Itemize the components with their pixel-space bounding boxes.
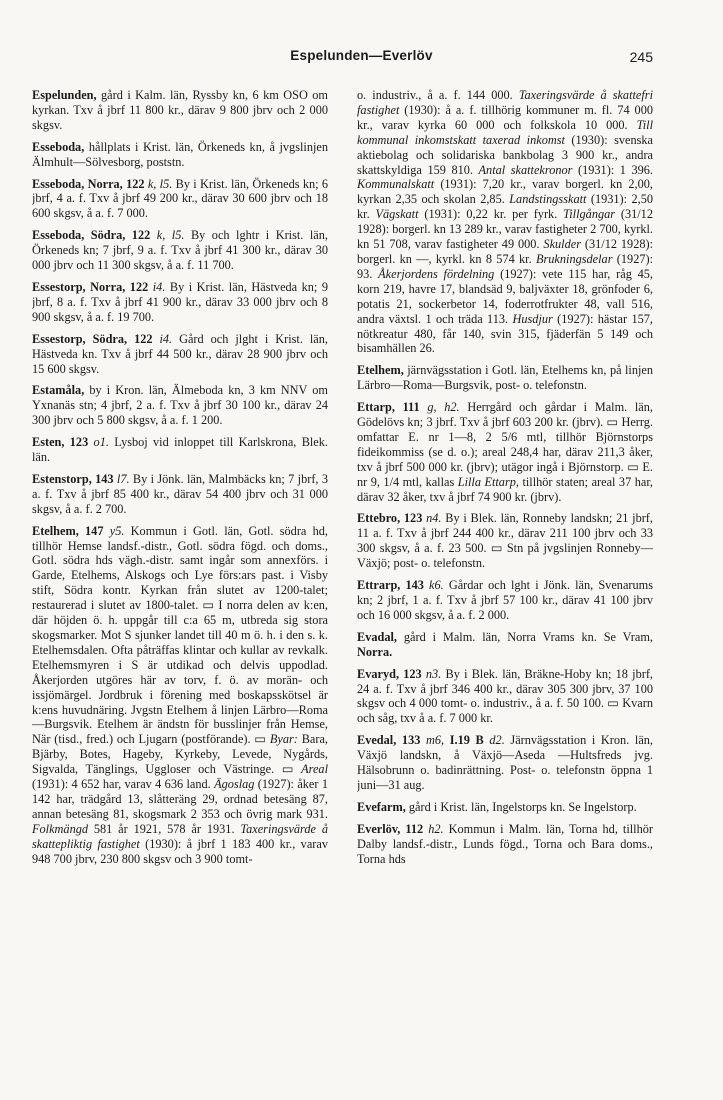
entry-italic-text: i4. bbox=[152, 279, 166, 294]
entry-text: Gårdar och lght i Jönk. län, Svenarums kn; 2 jbrf, 1 a. f. Txv å jbrf 57 100 kr., därav 41 100 jbrv och 16 000 skgsv, å a. f. 2 000. bbox=[357, 578, 653, 622]
entry-italic-text: Vägskatt bbox=[375, 207, 419, 222]
entry bbox=[32, 524, 328, 867]
entry bbox=[32, 383, 328, 428]
entry bbox=[357, 800, 653, 815]
left-column bbox=[32, 88, 328, 1078]
page-number: 245 bbox=[629, 49, 653, 65]
entry bbox=[357, 363, 653, 393]
entry-italic-text: Till kommunal inkomstskatt taxerad inkomst bbox=[357, 117, 653, 147]
entry-italic-text: k6. bbox=[429, 578, 444, 593]
entry-italic-text: d2. bbox=[489, 733, 505, 748]
entry-text: (1930): å a. f. tillhörig kommuner m. fl. 74 000 kr., varav kyrka 60 000 och folkskola 10 000. bbox=[357, 102, 653, 132]
entry-text: hållplats i Krist. län, Örkeneds kn, å jvgslinjen Älmhult—Sölvesborg, poststn. bbox=[32, 139, 328, 169]
entry-italic-text: Folkmängd bbox=[32, 821, 89, 836]
entry-text: By i Blek. län, Ronneby landskn; 21 jbrf, 11 a. f. Txv å jbrf 244 400 kr., därav 211 100 jbrv och 33 300 skgsv, å a. f. 23 500. ▭ Stn på jvgslinjen Ronneby—Växjö; post- o. telefonstn. bbox=[357, 511, 653, 571]
entry-text: järnvägsstation i Gotl. län, Etelhems kn, på linjen Lärbro—Roma—Burgsvik, post- o. telefonstn. bbox=[357, 363, 653, 393]
entry bbox=[357, 88, 653, 356]
entry bbox=[357, 578, 653, 623]
entry-headword: Evefarm, bbox=[357, 799, 406, 814]
entry-italic-text: m6, bbox=[426, 733, 445, 748]
entry-italic-text: i4. bbox=[159, 331, 173, 346]
entry-text: (1927): vete 115 har, råg 45, korn 219, havre 17, blandsäd 9, baljväxter 18, grönfoder 6, potatis 21, sockerbetor 14, foderrotfrukter 48, vall 516, andra växtsl. 1 och träda 113. bbox=[357, 266, 653, 326]
entry-text: By i Krist. län, Örkeneds kn; 6 jbrf, 4 a. f. Txv å jbrf 49 200 kr., därav 30 600 jbrv och 18 600 skgsv, å a. f. 7 000. bbox=[32, 176, 328, 221]
entry-text: gård i Krist. län, Ingelstorps kn. Se Ingelstorp. bbox=[405, 799, 637, 814]
entry bbox=[357, 667, 653, 727]
entry-text: (1931): 4 652 har, varav 4 636 land. bbox=[32, 777, 215, 792]
entry-italic-text: l7. bbox=[116, 471, 130, 486]
entry-italic-text: k, l5. bbox=[147, 176, 173, 191]
entry-text: (1927): hästar 157, nötkreatur 480, får 140, svin 315, fjäderfän 5 149 och bisamhällen 26. bbox=[357, 311, 653, 356]
entry-text: gård i Kalm. län, Ryssby kn, 6 km OSO om kyrkan. Txv å jbrf 11 800 kr., därav 9 800 jbrv och 2 000 skgsv. bbox=[32, 88, 328, 132]
entry-text: Herrgård och gårdar i Malm. län, Gödelövs kn; 3 jbrf. Txv å jbrf 603 200 kr. (jbrv). ▭ Herrg. omfattar E. nr 1—8, 2 5/6 mtl, tillhör Björnstorps fideikommiss (se d. o.); areal 248,4 har, därav 211,3 åker, txv å jbrf 500 000 kr. (jbrv); utägor ingå i Björnstorp. ▭ E. nr 9, 1/4 mtl, kallas bbox=[357, 400, 653, 489]
entry bbox=[357, 822, 653, 867]
entry-italic-text: k, l5. bbox=[156, 228, 185, 243]
entry-text: (1931): 0,22 kr. per fyrk. bbox=[418, 207, 564, 222]
entry-headword: Etelhem, 147 bbox=[32, 523, 110, 538]
entry bbox=[357, 630, 653, 660]
entry-headword: Ettrarp, 143 bbox=[357, 578, 430, 593]
entry bbox=[32, 228, 328, 273]
entry-text: By i Blek. län, Bräkne-Hoby kn; 18 jbrf, 24 a. f. Txv å jbrf 346 400 kr., därav 305 300 jbrv, 37 100 skgsv och 4 000 tomt- o. industriv., å a. f. 50 100. ▭ Kvarn och såg, txv å a. f. 7 000 kr. bbox=[357, 666, 653, 726]
entry-italic-text: h2. bbox=[428, 821, 444, 836]
entry-italic-text: Antal skattekronor bbox=[478, 162, 573, 177]
entry-italic-text: Husdjur bbox=[512, 311, 553, 326]
entry bbox=[357, 511, 653, 571]
entry-italic-text: Kommunalskatt bbox=[357, 177, 435, 192]
entry-headword: Essestorp, Södra, 122 bbox=[32, 331, 160, 346]
entry bbox=[32, 435, 328, 465]
entry-italic-text: Tillgångar bbox=[563, 207, 616, 222]
entry-headword: Evedal, 133 bbox=[357, 733, 427, 748]
entry-text: Järnvägsstation i Kron. län, Växjö landskn, å Växjö—Aseda —Hultsfreds jvg. Hälsobrunn o. badinrättning. Post- o. telefonstn öppna 1 juni—31 aug. bbox=[357, 733, 653, 792]
entry-text: Kommun i Gotl. län, Gotl. södra hd, tillhör Hemse landsf.-distr., Gotl. södra fögd. och doms., Gotl. södra hds vägh.-distr. samt ingår som annexförs. i Garde, Etelhems, Alskogs och Lye förs:ars past. i Visby stift, Södra kontr. Kyrkan från slutet av 1200-talet; restaurerad i slutet av 1800-talet. ▭ I norra delen av k:en, där höjden ö. h. uppgår till c:a 65 m, utbreda sig stora skogsmarker. Mot S sjunker landet till 40 m ö. h. i den s. k. Etelhemsdalen. Ofta påträffas klintar och kullar av revkalk. Etelhemsmyren i S är utdikad och delvis uppodlad. Åkerjorden utgöres här av torv, f. ö. av morän- och issjömärgel. Jordbruk i förening med boskapsskötsel är k:ens huvudnäring. Jvgstn Etelhem å linjen Lärbro—Roma—Burgsvik. Etelhem är ändstn för busslinjer från Hemse, När (tisd., fred.) och Ljugarn (postförande). ▭ bbox=[32, 523, 328, 747]
entry-text: by i Kron. län, Älmeboda kn, 3 km NNV om Yxnanäs stn; 4 jbrf, 2 a. f. Txv å jbrf 30 100 kr., därav 24 300 jbrv och 5 800 skgsv, å a. f. 1 200. bbox=[32, 383, 328, 428]
entry bbox=[32, 332, 328, 377]
entry-italic-text: n4. bbox=[426, 511, 442, 526]
entry-headword: Ettarp, 111 bbox=[357, 400, 428, 415]
entry-headword: Etelhem, bbox=[357, 363, 404, 378]
entry-text: (1930): svenska aktiebolag och solidariska bankbolag 3 900 kr., andra skattskyldiga 159 810. bbox=[357, 132, 653, 177]
entry-italic-text: Byar: bbox=[269, 732, 298, 747]
entry bbox=[32, 472, 328, 517]
entry-italic-text: Brukningsdelar bbox=[535, 251, 613, 266]
entry-text: By och lghtr i Krist. län, Örkeneds kn; 7 jbrf, 9 a. f. Txv å jbrf 41 300 kr., därav 30 000 jbrv och 11 300 skgsv, å a. f. 11 700. bbox=[32, 228, 328, 273]
entry bbox=[32, 177, 328, 222]
entry-italic-text: Taxeringsvärde å skattefri fastighet bbox=[357, 88, 653, 117]
entry-text: (1931): 1 396. bbox=[572, 162, 653, 177]
entry-headword: Estenstorp, 143 bbox=[32, 471, 117, 486]
entry-italic-text: Åkerjordens fördelning bbox=[378, 266, 495, 281]
entry-italic-text: g, h2. bbox=[427, 400, 460, 415]
entry-text: o. industriv., å a. f. 144 000. bbox=[357, 88, 519, 102]
entry-text: By i Jönk. län, Malmbäcks kn; 7 jbrf, 3 a. f. Txv å jbrf 85 400 kr., därav 54 400 jbrv och 31 000 skgsv, å a. f. 2 700. bbox=[32, 471, 328, 516]
entry-headword: Esseboda, Norra, 122 bbox=[32, 176, 148, 191]
entry bbox=[32, 280, 328, 325]
entry-text: (1931): 2,50 kr. bbox=[357, 192, 653, 222]
entry-italic-text: Ägoslag bbox=[214, 777, 255, 792]
entry-text: gård i Malm. län, Norra Vrams kn. Se Vram, bbox=[396, 629, 653, 644]
entry-text: Lysboj vid inloppet till Karlskrona, Blek. län. bbox=[32, 435, 328, 465]
entry-italic-text: Areal bbox=[301, 762, 328, 777]
entry-italic-text: Lilla Ettarp, bbox=[457, 474, 519, 489]
entry-italic-text: o1. bbox=[93, 435, 109, 450]
entry-text: Gård och jlght i Krist. län, Hästveda kn. Txv å jbrf 44 500 kr., därav 28 900 jbrv och 15 600 skgsv. bbox=[32, 331, 328, 376]
entry-italic-text: y5. bbox=[109, 523, 125, 538]
entry-text: tillhör staten; areal 37 har, därav 32 åker, txv å jbrf 74 900 kr. (jbrv). bbox=[357, 474, 653, 504]
entry bbox=[32, 140, 328, 170]
entry-headword: I.19 B bbox=[449, 733, 490, 748]
entry-headword: Evaryd, 123 bbox=[357, 666, 426, 681]
entry-text: (1930): å jbrf 1 183 400 kr., varav 948 700 jbrv, 230 800 skgsv och 3 900 tomt- bbox=[32, 836, 328, 866]
entry-text: (1927): 93. bbox=[357, 251, 653, 281]
entry-italic-text: Landstingsskatt bbox=[509, 192, 587, 207]
entry-headword: Evadal, bbox=[357, 629, 397, 644]
entry-headword: Esten, 123 bbox=[32, 435, 94, 450]
entry-text: By i Krist. län, Hästveda kn; 9 jbrf, 8 a. f. Txv å jbrf 41 900 kr., därav 33 000 jbrv och 8 900 skgsv, å a. f. 19 700. bbox=[32, 279, 328, 324]
entry-text: 581 år 1921, 578 år 1931. bbox=[88, 821, 241, 836]
entry-text: (31/12 1928): borgerl. kn —, kyrkl. kn 8 574 kr. bbox=[357, 237, 653, 266]
entry-headword: Ettebro, 123 bbox=[357, 511, 427, 526]
entry-headword: Everlöv, 112 bbox=[357, 821, 429, 836]
entry-headword: Norra. bbox=[357, 644, 393, 659]
entry-text: (1931): 7,20 kr., varav borgerl. kn 2,00, kyrkan 2,35 och skolan 2,85. bbox=[357, 177, 653, 207]
entry-headword: Espelunden, bbox=[32, 88, 97, 102]
entry bbox=[357, 733, 653, 793]
entry-headword: Esseboda, Södra, 122 bbox=[32, 228, 157, 243]
entry bbox=[32, 88, 328, 133]
entry-text: (1927): åker 1 142 har, trädgård 13, slåtteräng 29, ordnad betesäng 87, annan betesäng 81, skogsmark 2 353 och övrig mark 931. bbox=[32, 777, 328, 821]
entry-headword: Essestorp, Norra, 122 bbox=[32, 279, 153, 294]
entry-headword: Estamåla, bbox=[32, 383, 85, 398]
entry-headword: Esseboda, bbox=[32, 139, 85, 154]
entry-text: (31/12 1928): borgerl. kn 13 289 kr., varav fastigheter 2 700, kyrkl. kn 51 708, varav fastigheter 49 000. bbox=[357, 207, 653, 252]
entry-italic-text: n3. bbox=[425, 666, 442, 681]
entry-text: Kommun i Malm. län, Torna hd, tillhör Dalby landsf.-distr., Lunds fögd., Torna och Bara doms., Torna hds bbox=[357, 821, 653, 866]
entry-italic-text: Taxeringsvärde å skattepliktig fastighet bbox=[32, 821, 328, 851]
entry-italic-text: Skulder bbox=[543, 237, 581, 252]
running-title: Espelunden—Everlöv bbox=[290, 48, 433, 63]
right-column bbox=[357, 88, 653, 1078]
entry-text: Bara, Bjärby, Botes, Hageby, Kyrkeby, Levede, Nygårds, Sigvalda, Tänglings, Uggloser och Västringe. ▭ bbox=[32, 732, 328, 777]
entry bbox=[357, 400, 653, 504]
page-header bbox=[0, 48, 723, 68]
